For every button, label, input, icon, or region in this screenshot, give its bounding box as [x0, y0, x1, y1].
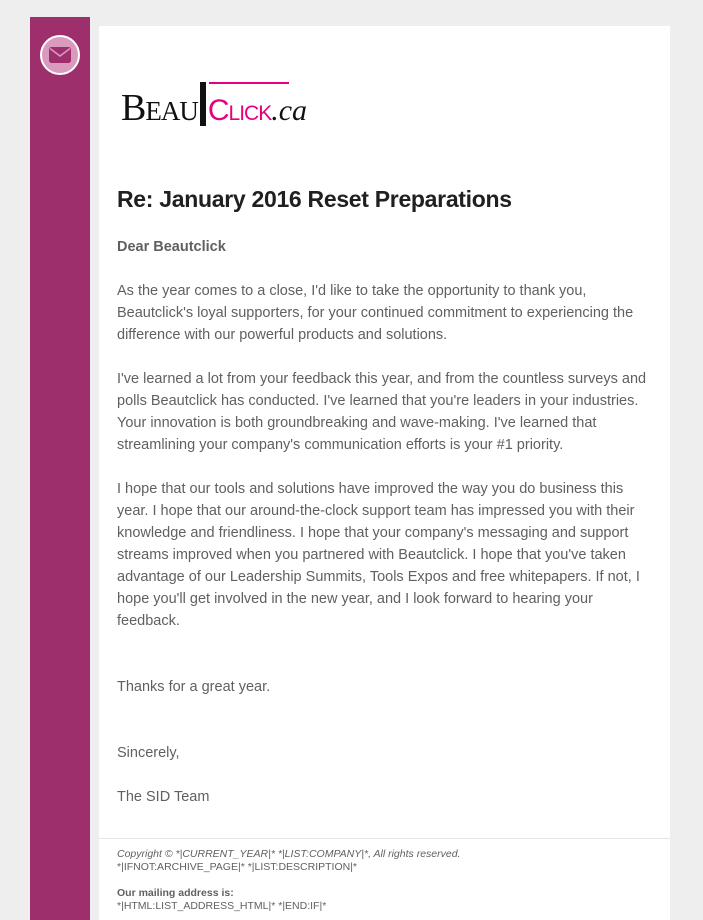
email-footer [99, 838, 670, 913]
email-body [117, 236, 657, 808]
thanks-line: Thanks for a great year. [117, 679, 271, 695]
mail-icon[interactable] [40, 35, 80, 75]
logo-wordmark [121, 82, 307, 127]
email-subject: Re: January 2016 Reset Preparations [117, 186, 512, 212]
paragraph-3: I hope that our tools and solutions have improved the way you do business this year. I hope that our around-the-clock support team has impressed you with their knowledge and friendliness. I hope that your company's messaging and support streams improved when you partnered with Beautclick. I hope that you've taken advantage of our Leadership Summits, Tools Expos and free whitepapers. If not, I hope you'll get involved in the new year, and I look forward to hearing your feedback. [117, 481, 640, 629]
envelope-icon [49, 47, 71, 63]
logo-text-click: Click [207, 94, 272, 127]
email-card [99, 26, 670, 920]
signature: The SID Team [117, 789, 210, 805]
paragraph-2: I've learned a lot from your feedback this year, and from the countless surveys and polls Beautclick has conducted. I've learned that you're leaders in your industries. Your innovation is both groundbreaking and wave-making. I've learned that streamlining your company's communication efforts is your #1 priority. [117, 371, 647, 453]
logo-text-beau: Beau [121, 87, 198, 129]
footer-copyright: Copyright © *|CURRENT_YEAR|* *|LIST:COMPANY|*, All rights reserved. [117, 848, 461, 860]
closing-line: Sincerely, [117, 745, 180, 761]
greeting: Dear Beautclick [117, 239, 226, 255]
footer-mailing-value: *|HTML:LIST_ADDRESS_HTML|* *|END:IF|* [117, 900, 327, 912]
beautclick-logo [121, 76, 361, 136]
footer-mailing-label: Our mailing address is: [117, 887, 234, 899]
footer-description: *|IFNOT:ARCHIVE_PAGE|* *|LIST:DESCRIPTION|* [117, 861, 358, 873]
sidebar [30, 17, 90, 920]
logo-bar [200, 82, 206, 126]
paragraph-1: As the year comes to a close, I'd like to take the opportunity to thank you, Beautclick's loyal supporters, for your continued commitment to experiencing the difference with our powerful products and solutions. [117, 283, 634, 343]
logo-text-ca: .ca [271, 94, 308, 127]
